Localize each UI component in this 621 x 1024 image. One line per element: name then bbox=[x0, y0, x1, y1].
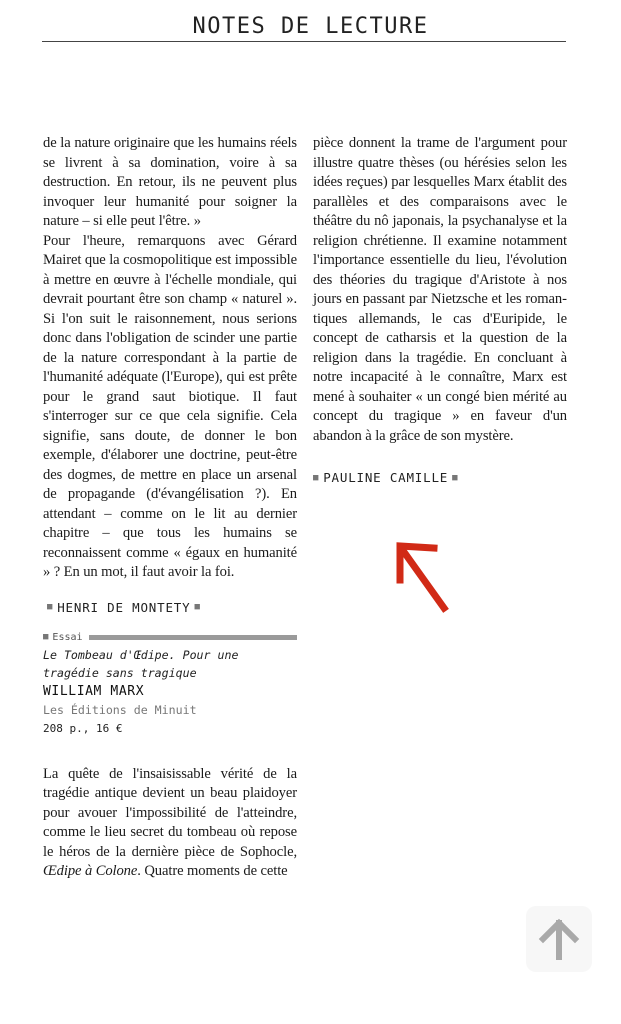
book-info bbox=[43, 632, 297, 738]
author-signature bbox=[43, 600, 297, 615]
signature-mark-icon: ■ bbox=[313, 472, 320, 483]
author-signature bbox=[313, 470, 567, 485]
essay-rule bbox=[89, 635, 297, 640]
signature-name: PAULINE CAMILLE bbox=[323, 470, 449, 485]
scroll-to-top-button[interactable] bbox=[526, 906, 592, 972]
review-text: La quête de l'insaisissable vérité de la tragédie antique devient un beau plaidoyer pour avouer l'impossibilité de l'atteindre, comme le lieu secret du tombeau où repose le héros de la dernière pièce de Sophocle, bbox=[43, 765, 297, 860]
signature-mark-icon: ■ bbox=[452, 472, 459, 483]
signature-mark-icon: ■ bbox=[194, 602, 201, 612]
review-paragraph bbox=[43, 765, 297, 882]
essay-label: Essai bbox=[52, 631, 83, 643]
signature-name: HENRI DE MONTETY bbox=[57, 599, 191, 615]
signature-mark-icon: ■ bbox=[47, 602, 54, 612]
red-arrow-icon bbox=[392, 538, 454, 619]
paragraph: pièce donnent la trame de l'argument pour illustre quatre thèses (ou hérésies selon les idées reçues) par lesquelles Marx établit des parallèles et des comparaisons avec le théâtre du nô japonais, la psychanalyse et la religion chrétienne. Il examine notamment l'importance essentielle du lieu, l'évolution des théories du tragique d'Aristote à nos jours en passant par Nietzsche et les romantiques allemands, le cas d'Euripide, le concept de catharsis et la question de la religion dans la tragédie. En concluant à notre incapacité à le connaître, Marx est mené à souhaiter « un congé bien mérité au concept du tragique » en faveur d'un abandon à la grâce de son mystère. bbox=[313, 135, 567, 444]
book-author: WILLIAM MARX bbox=[43, 683, 145, 699]
book-publisher: Les Éditions de Minuit bbox=[43, 702, 197, 717]
book-details: 208 p., 16 € bbox=[43, 721, 123, 735]
arrow-up-icon bbox=[537, 917, 581, 961]
right-column bbox=[313, 134, 567, 485]
left-column bbox=[43, 134, 297, 882]
book-title-line: tragédie sans tragique bbox=[43, 665, 197, 680]
review-title-italic: Œdipe à Colone bbox=[43, 863, 138, 879]
paragraph: Pour l'heure, remarquons avec Gérard Mairet que la cosmopolitique est impossible à mettre en œuvre à l'échelle mondiale, qui devrait pourtant être son champ « naturel ». Si l'on suit le raisonnement, nous serions donc dans l'obligation de scinder une partie de la nature correspondant à la partie de l'humanité adéquate (l'Europe), qui est prête pour le grand saut biotique. Il faut s'interroger sur ce que cela signifie. Cela signifie, sans doute, de donner le bon exemple, d'élaborer une doctrine, peut-être des dogmes, de mettre en place un arsenal de propagande (d'évangélisation ?). En attendant – comme on le lit au dernier chapitre – que tous les humains se reconnaissent comme « égaux en humanité » ? En un mot, il faut avoir la foi. bbox=[43, 232, 297, 580]
book-title-line: Le Tombeau d'Œdipe. Pour une bbox=[43, 647, 239, 662]
review-text: . Quatre moments de cette bbox=[137, 863, 288, 879]
page-title: NOTES DE LECTURE bbox=[192, 14, 429, 39]
essay-label-row bbox=[43, 632, 297, 643]
book-title bbox=[43, 646, 297, 682]
header-divider bbox=[42, 41, 566, 42]
paragraph: de la nature originaire que les humains réels se livrent à sa domination, voire à sa destruction. En retour, ils ne peuvent plus invoquer leur humanité pour soigner la nature – si elle peut l'être. » bbox=[43, 135, 297, 229]
label-mark-icon: ■ bbox=[43, 632, 49, 642]
